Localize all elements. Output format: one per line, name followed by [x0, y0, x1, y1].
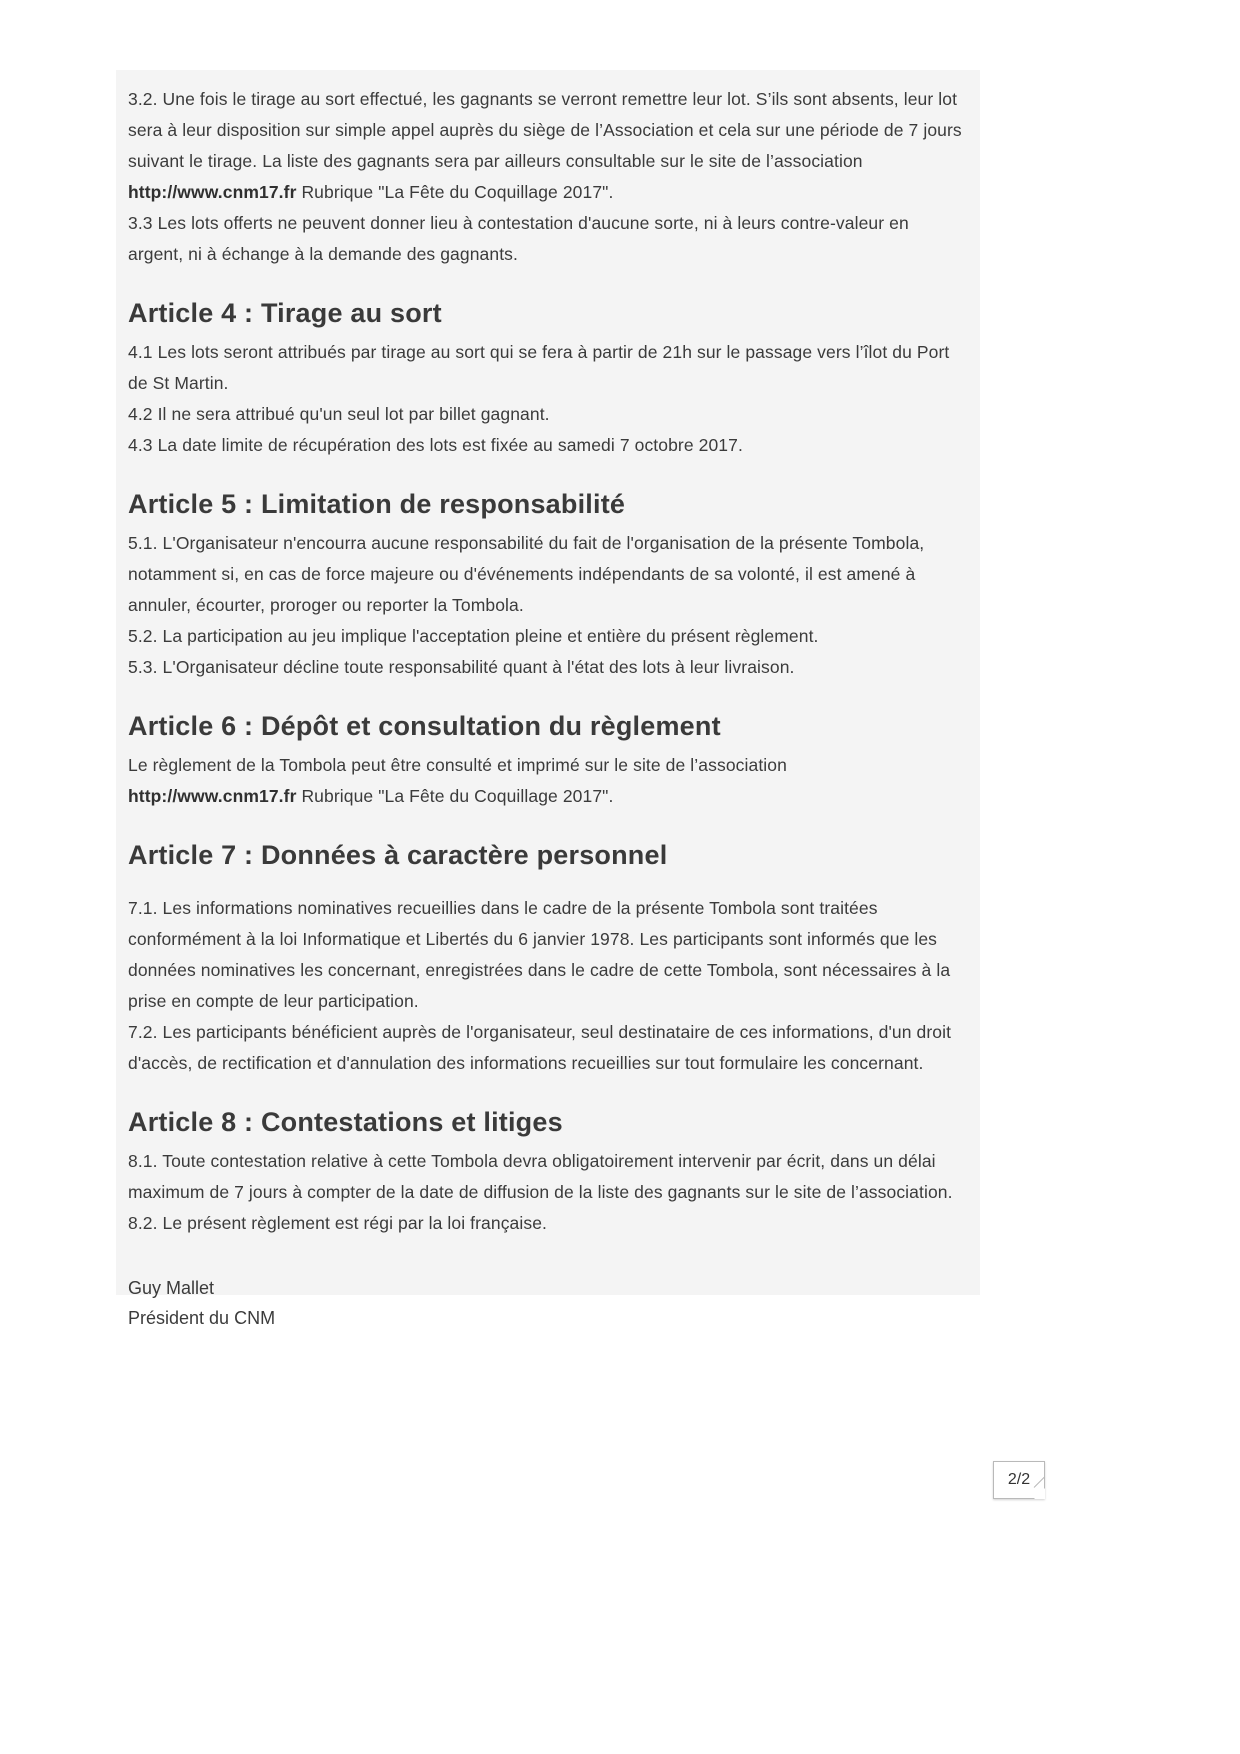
paragraph-3-2-text: 3.2. Une fois le tirage au sort effectué, les gagnants se verront remettre leur lot. S’ils sont absents, leur lot sera à leur disposition sur simple appel auprès du siège de l’Association et cela sur une période de 7 jours suivant le tirage. La liste des gagnants sera par ailleurs consultable sur le site de l’association — [128, 89, 962, 171]
paragraph-8-1: 8.1. Toute contestation relative à cette Tombola devra obligatoirement intervenir par écrit, dans un délai maximum de 7 jours à compter de la date de diffusion de la liste des gagnants sur le site de l’association. — [128, 1151, 953, 1202]
paragraph-3-3: 3.3 Les lots offerts ne peuvent donner lieu à contestation d'aucune sorte, ni à leurs contre-valeur en argent, ni à échange à la demande des gagnants. — [128, 213, 909, 264]
paragraph-5-2: 5.2. La participation au jeu implique l'acceptation pleine et entière du présent règlement. — [128, 626, 819, 646]
document-body — [128, 84, 968, 1333]
article-5-heading: Article 5 : Limitation de responsabilité — [128, 489, 626, 519]
association-url-suffix: Rubrique "La Fête du Coquillage 2017". — [296, 182, 614, 202]
association-url-link[interactable]: http://www.cnm17.fr — [128, 182, 297, 202]
paragraph-3-2 — [128, 84, 968, 208]
page-number-badge — [993, 1461, 1045, 1499]
article-4-heading: Article 4 : Tirage au sort — [128, 298, 442, 328]
article-7-spacer — [128, 879, 968, 893]
paragraph-7-2: 7.2. Les participants bénéficient auprès de l'organisateur, seul destinataire de ces informations, d'un droit d'accès, de rectification et d'annulation des informations recueillies sur tout formulaire les concernant. — [128, 1022, 952, 1073]
signature-name: Guy Mallet — [128, 1278, 215, 1298]
association-url-link-2[interactable]: http://www.cnm17.fr — [128, 786, 297, 806]
paragraph-8-2: 8.2. Le présent règlement est régi par la loi française. — [128, 1213, 548, 1233]
paragraph-7-1: 7.1. Les informations nominatives recueillies dans le cadre de la présente Tombola sont traitées conformément à la loi Informatique et Libertés du 6 janvier 1978. Les participants sont informés que les données nominatives les concernant, enregistrées dans le cadre de cette Tombola, sont nécessaires à la prise en compte de leur participation. — [128, 898, 951, 1011]
article-6-heading: Article 6 : Dépôt et consultation du règlement — [128, 711, 721, 741]
paragraph-5-3: 5.3. L'Organisateur décline toute responsabilité quant à l'état des lots à leur livraison. — [128, 657, 795, 677]
page-number-label: 2/2 — [1007, 1471, 1031, 1488]
paragraph-4-3: 4.3 La date limite de récupération des lots est fixée au samedi 7 octobre 2017. — [128, 435, 743, 455]
signature-block — [128, 1273, 968, 1333]
signature-role: Président du CNM — [128, 1308, 276, 1328]
article-7-heading: Article 7 : Données à caractère personnel — [128, 840, 668, 870]
paragraph-4-1: 4.1 Les lots seront attribués par tirage au sort qui se fera à partir de 21h sur le passage vers l’îlot du Port de St Martin. — [128, 342, 950, 393]
article-8-heading: Article 8 : Contestations et litiges — [128, 1107, 563, 1137]
page-corner-fold-icon — [1034, 1488, 1045, 1499]
association-url-suffix-2: Rubrique "La Fête du Coquillage 2017". — [296, 786, 614, 806]
paragraph-6-1: Le règlement de la Tombola peut être consulté et imprimé sur le site de l’association — [128, 755, 787, 775]
paragraph-5-1: 5.1. L'Organisateur n'encourra aucune responsabilité du fait de l'organisation de la présente Tombola, notamment si, en cas de force majeure ou d'événements indépendants de sa volonté, il est amené à annuler, écourter, proroger ou reporter la Tombola. — [128, 533, 925, 615]
paragraph-4-2: 4.2 Il ne sera attribué qu'un seul lot par billet gagnant. — [128, 404, 550, 424]
paragraph-6-url-line — [128, 781, 968, 812]
